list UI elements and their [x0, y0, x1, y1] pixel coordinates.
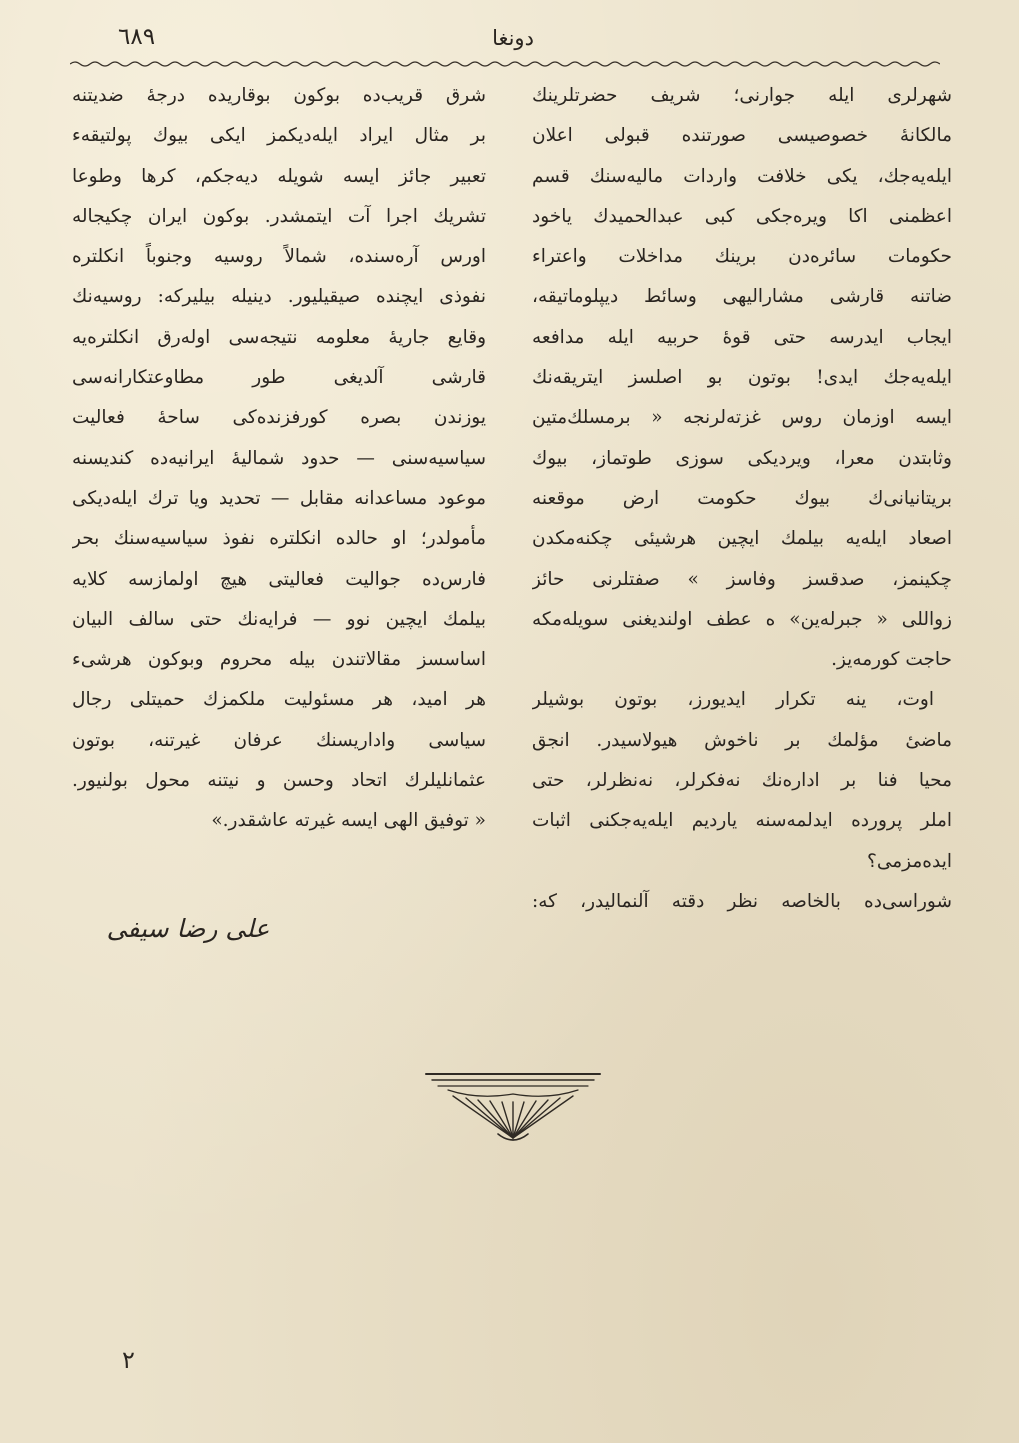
text-line: سیاسیه‌سنی — حدود شمالیهٔ ایرانیه‌ده کندیسنه	[72, 447, 486, 469]
text-line: یوزندن بصره کورفزنده‌کی ساحهٔ فعالیت	[72, 407, 486, 429]
signature-mark: ٢	[122, 1346, 135, 1374]
text-line: شهرلری ایله جوارنی؛ شریف حضرتلرینك	[532, 85, 952, 106]
author-signature: علی رضا سیفی	[106, 914, 270, 943]
text-line: تشریك اجرا آت ایتمشدر. بوکون ایران چکیجاله	[72, 205, 486, 227]
page-number: ٦٨٩	[118, 24, 156, 50]
text-line: زواللی « جبرله‌ین» ه عطف اولندیغنی سویله‌مکه	[532, 608, 952, 630]
text-line: مأمولدر؛ او حالده انکلتره نفوذ سیاسیه‌سنك بحر	[72, 528, 486, 550]
text-line: اساسسز مقالاتندن بیله محروم وبوکون هرشیء	[72, 649, 486, 671]
right-text-column	[532, 76, 952, 922]
text-line: وقایع جاریهٔ معلومه نتیجه‌سی اوله‌رق انکلتره‌یه	[72, 326, 486, 348]
text-line: موعود مساعدانه مقابل — تحدید ویا ترك ایله‌دیکی	[72, 487, 486, 509]
text-line: شرق قریب‌ده بوکون بوقاریده درجهٔ ضدیتنه	[72, 85, 486, 106]
text-line: شوراسی‌ده بالخاصه نظر دقته آلنمالیدر، که:	[532, 890, 952, 912]
text-line: املر پرورده ایدلمه‌سنه یاردیم ایله‌یه‌جکنی اثبات	[532, 810, 952, 832]
text-line: قارشی آلدیغی طور مطاوعتکارانه‌سی	[72, 367, 486, 389]
text-line: اعظمنی اکا ویره‌جکی کبی عبدالحمیدك یاخود	[532, 205, 952, 227]
text-line: ضاتنه قارشی مشارالیهی وسائط دیپلوماتیقه،	[532, 286, 952, 308]
text-line: ایله‌یه‌جك ایدی! بوتون بو اصلسز ایتریقه‌نك	[532, 367, 952, 389]
text-line: عثمانلیلرك اتحاد وحسن و نیتنه محول بولنیور.	[72, 770, 486, 792]
text-line: ایله‌یه‌جك، یکی خلافت واردات مالیه‌سنك قسم	[532, 165, 952, 187]
text-line: ماضیٔ مؤلمك بر ناخوش هیولاسیدر. انجق	[532, 729, 952, 751]
text-line: « توفیق الهی ایسه غیرته عاشقدر.»	[211, 810, 486, 832]
text-line: بریتانیانی‌ك بیوك حکومت ارض موقعنه	[532, 487, 952, 509]
text-line: ایسه اوزمان روس غزته‌لرنجه « برمسلك‌متین	[532, 407, 952, 429]
text-line: ایجاب ایدرسه حتی قوهٔ حربیه ایله مدافعه	[532, 326, 952, 348]
text-line: چکینمز، صدقسز وفاسز » صفتلرنی حائز	[532, 568, 952, 590]
text-line: محیا فنا بر اداره‌نك نه‌فکرلر، نه‌نظرلر، حتی	[532, 770, 952, 792]
left-text-column	[72, 76, 486, 842]
fan-ornament-icon	[418, 1068, 608, 1144]
text-line: تعبیر جائز ایسه شویله دیه‌جکم، کرها وطوعا	[72, 165, 486, 187]
text-line: بر مثال ایراد ایله‌دیکمز ایکی بیوك پولتیقه‌ء	[72, 125, 486, 147]
running-title: دونغا	[492, 26, 534, 50]
text-line: فارس‌ده جوالیت فعالیتی هیچ اولمازسه کلایه	[72, 568, 486, 590]
text-line: نفوذی ایچنده صیقیلیور. دینیله بیلیرکه: روسیه‌نك	[72, 286, 486, 308]
text-line: ایده‌مزمی؟	[867, 850, 952, 872]
header-wavy-rule	[70, 60, 940, 68]
text-line: هر امید، هر مسئولیت ملکمزك حمیتلی رجال	[72, 689, 486, 711]
text-line: مالکانهٔ خصوصیسی صورتنده قبولی اعلان	[532, 125, 952, 147]
text-line: وثابتدن معرا، ویردیکی سوزی طوتماز، بیوك	[532, 447, 952, 469]
text-line: حاجت کورمه‌یز.	[831, 649, 952, 671]
text-line: حکومات سائره‌دن برینك مداخلات واعتراء	[532, 246, 952, 268]
text-line: بیلمك ایچین نوو — فرایه‌نك حتی سالف البیان	[72, 608, 486, 630]
text-line: اوت، ینه تکرار ایدیورز، بوتون بوشیلر	[532, 689, 934, 711]
text-line: سیاسی واداریسنك عرفان غیرتنه، بوتون	[72, 729, 486, 751]
text-line: اورس آره‌سنده، شمالاً روسیه وجنوباً انکلتره	[72, 246, 486, 268]
text-line: اصعاد ایله‌یه بیلمك ایچین هرشیئی چکنه‌مکدن	[532, 528, 952, 550]
